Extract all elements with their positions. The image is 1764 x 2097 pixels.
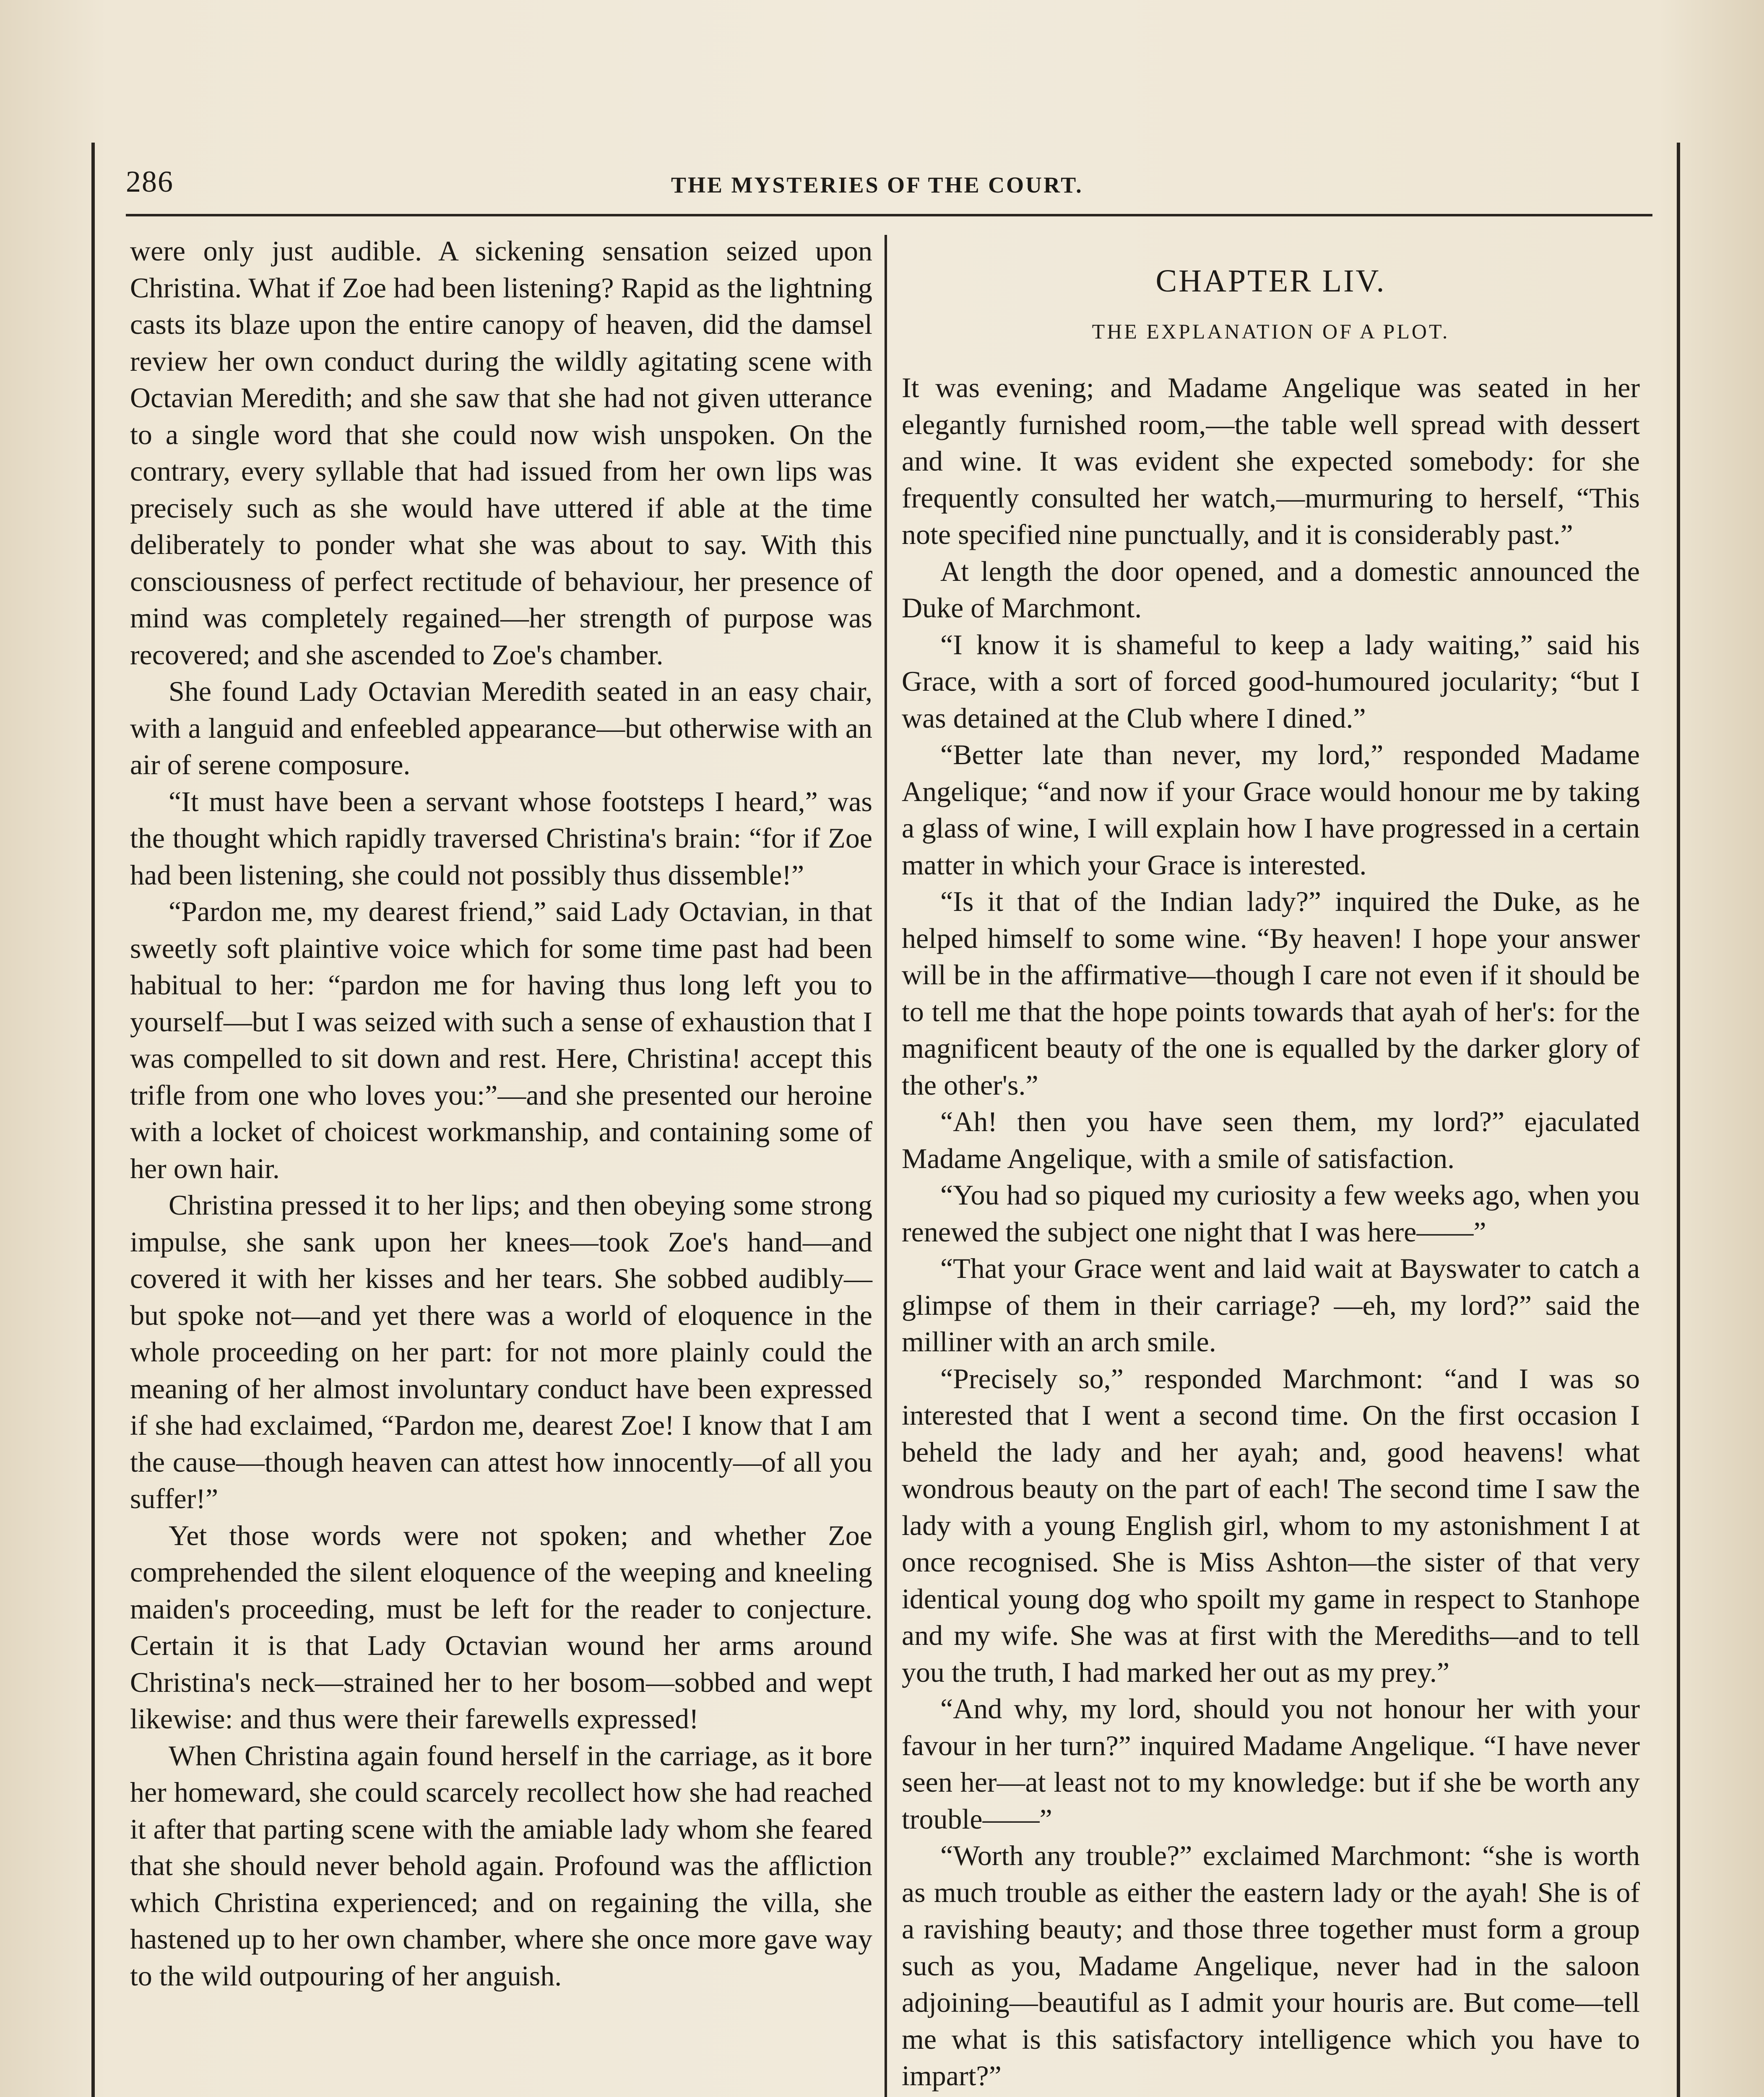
page-number: 286	[126, 165, 174, 198]
running-title: THE MYSTERIES OF THE COURT.	[671, 172, 1083, 198]
paragraph: were only just audible. A sickening sensation seized upon Christina. What if Zoe had been listening? Rapid as the lightning casts its blaze upon the entire canopy of heaven, did the damsel review her own conduct during the wildly agitating scene with Octavian Meredith; and she saw that she had not given utterance to a single word that she could now wish unspoken. On the contrary, every syllable that had issued from her own lips was precisely such as she would have uttered if able at the time deliberately to ponder what she was about to say. With this consciousness of perfect rectitude of behaviour, her presence of mind was completely regained—her strength of purpose was recovered; and she ascended to Zoe's chamber.	[130, 235, 872, 671]
paragraph: “It must have been a servant whose footsteps I heard,” was the thought which rapidly traversed Christina's brain: “for if Zoe had been listening, she could not possibly thus dissemble!”	[130, 785, 872, 891]
paragraph: “Better late than never, my lord,” responded Madame Angelique; “and now if your Grace would honour me by taking a glass of wine, I will explain how I have progressed in a certain matter in which your Grace is interested.	[902, 739, 1640, 881]
paragraph: “Is it that of the Indian lady?” inquired the Duke, as he helped himself to some wine. “By heaven! I hope your answer will be in the affirmative—though I care not even if it should be to tell me that the hope points towards that ayah of her's: for the magnificent beauty of the one is equalled by the darker glory of the other's.”	[902, 885, 1640, 1101]
chapter-subtitle: THE EXPLANATION OF A PLOT.	[1092, 320, 1450, 343]
column-divider	[885, 235, 887, 2097]
paragraph: “You had so piqued my curiosity a few weeks ago, when you renewed the subject one night that I was here——”	[902, 1179, 1640, 1248]
paragraph: “Ah! then you have seen them, my lord?” ejaculated Madame Angelique, with a smile of satisfaction.	[902, 1106, 1640, 1174]
left-column	[130, 233, 872, 1994]
header-rule	[126, 214, 1652, 216]
paragraph: “Worth any trouble?” exclaimed Marchmont: “she is worth as much trouble as either the eastern lady or the ayah! She is of a ravishing beauty; and those three together must form a group such as you, Madame Angelique, never had in the saloon adjoining—beautiful as I admit your houris are. But come—tell me what is this satisfactory intelligence which you have to impart?”	[902, 1839, 1640, 2092]
paragraph: At length the door opened, and a domestic announced the Duke of Marchmont.	[902, 555, 1640, 624]
paragraph: When Christina again found herself in the carriage, as it bore her homeward, she could scarcely recollect how she had reached it after that parting scene with the amiable lady whom she feared that she should never behold again. Profound was the affliction which Christina experienced; and on regaining the villa, she hastened up to her own chamber, where she once more gave way to the wild outpouring of her anguish.	[130, 1739, 872, 1992]
chapter-title: CHAPTER LIV.	[1155, 263, 1386, 299]
right-column	[902, 233, 1640, 2097]
running-head	[126, 164, 1652, 211]
paragraph: “Precisely so,” responded Marchmont: “and I was so interested that I went a second time. On the first occasion I beheld the lady and her ayah; and, good heavens! what wondrous beauty on the part of each! The second time I saw the lady with a young English girl, whom to my astonishment I at once recognised. She is Miss Ashton—the sister of that very identical young dog who spoilt my game in respect to Stanhope and my wife. She was at first with the Merediths—and to tell you the truth, I had marked her out as my prey.”	[902, 1362, 1640, 1688]
paragraph: Yet those words were not spoken; and whether Zoe comprehended the silent eloquence of the weeping and kneeling maiden's proceeding, must be left for the reader to conjecture. Certain it is that Lady Octavian wound her arms around Christina's neck—strained her to her bosom—sobbed and wept likewise: and thus were their farewells expressed!	[130, 1519, 872, 1735]
paragraph: She found Lady Octavian Meredith seated in an easy chair, with a languid and enfeebled appearance—but otherwise with an air of serene composure.	[130, 675, 872, 781]
paragraph: It was evening; and Madame Angelique was seated in her elegantly furnished room,—the table well spread with dessert and wine. It was evident she expected somebody: for she frequently consulted her watch,—murmuring to herself, “This note specified nine punctually, and it is considerably past.”	[902, 372, 1640, 550]
paragraph: “Pardon me, my dearest friend,” said Lady Octavian, in that sweetly soft plaintive voice which for some time past had been habitual to her: “pardon me for having thus long left you to yourself—but I was seized with such a sense of exhaustion that I was compelled to sit down and rest. Here, Christina! accept this trifle from one who loves you:”—and she presented our heroine with a locket of choicest workmanship, and containing some of her own hair.	[130, 895, 872, 1184]
paragraph: “And why, my lord, should you not honour her with your favour in her turn?” inquired Madame Angelique. “I have never seen her—at least not to my knowledge: but if she be worth any trouble——”	[902, 1693, 1640, 1835]
paragraph	[902, 2094, 1640, 2097]
paragraph: Christina pressed it to her lips; and then obeying some strong impulse, she sank upon her knees—took Zoe's hand—and covered it with her kisses and her tears. She sobbed audibly—but spoke not—and yet there was a world of eloquence in the whole proceeding on her part: for not more plainly could the meaning of her almost involuntary conduct have been expressed if she had exclaimed, “Pardon me, dearest Zoe! I know that I am the cause—though heaven can attest how innocently—of all you suffer!”	[130, 1189, 872, 1514]
paragraph: “That your Grace went and laid wait at Bayswater to catch a glimpse of them in their carriage? —eh, my lord?” said the milliner with an arch smile.	[902, 1252, 1640, 1358]
paragraph: “I know it is shameful to keep a lady waiting,” said his Grace, with a sort of forced good-humoured jocularity; “but I was detained at the Club where I dined.”	[902, 628, 1640, 734]
